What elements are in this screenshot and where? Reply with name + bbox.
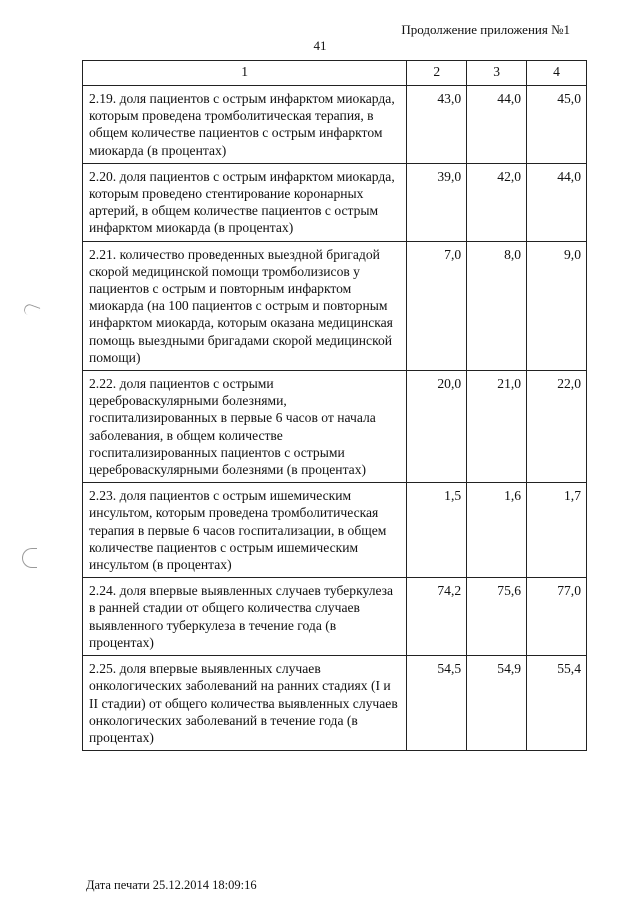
column-header: 3: [467, 61, 527, 86]
value-cell: 1,6: [467, 483, 527, 578]
value-cell: 39,0: [407, 163, 467, 241]
value-cell: 44,0: [527, 163, 587, 241]
value-cell: 44,0: [467, 86, 527, 164]
value-cell: 9,0: [527, 241, 587, 370]
value-cell: 8,0: [467, 241, 527, 370]
value-cell: 54,9: [467, 656, 527, 751]
column-header: 2: [407, 61, 467, 86]
indicator-description: 2.25. доля впервые выявленных случаев онкологических заболеваний на ранних стадиях (I и II стадии) от общего количества выявленных случаев онкологических заболеваний в течение года (в процентах): [83, 656, 407, 751]
value-cell: 43,0: [407, 86, 467, 164]
value-cell: 22,0: [527, 371, 587, 483]
value-cell: 7,0: [407, 241, 467, 370]
table-row: [83, 483, 587, 578]
value-cell: 74,2: [407, 578, 467, 656]
indicators-table: [82, 60, 587, 751]
print-date: Дата печати 25.12.2014 18:09:16: [86, 878, 257, 892]
table-row: [83, 371, 587, 483]
indicator-description: 2.22. доля пациентов с острыми цереброваскулярными болезнями, госпитализированных в первые 6 часов от начала заболевания, в общем количестве госпитализированных пациентов с острыми цереброваскулярными болезнями (в процентах): [83, 371, 407, 483]
value-cell: 42,0: [467, 163, 527, 241]
value-cell: 55,4: [527, 656, 587, 751]
table-row: [83, 241, 587, 370]
value-cell: 1,7: [527, 483, 587, 578]
value-cell: 20,0: [407, 371, 467, 483]
continuation-note: Продолжение приложения №1: [401, 22, 570, 37]
table-row: [83, 163, 587, 241]
indicator-description: 2.20. доля пациентов с острым инфарктом миокарда, которым проведено стентирование коронарных артерий, в общем количестве пациентов с острым инфарктом миокарда (в процентах): [83, 163, 407, 241]
indicator-description: 2.23. доля пациентов с острым ишемическим инсультом, которым проведена тромболитическая терапия в первые 6 часов госпитализации, в общем количестве пациентов с острым ишемическим инсультом (в процентах): [83, 483, 407, 578]
value-cell: 1,5: [407, 483, 467, 578]
value-cell: 75,6: [467, 578, 527, 656]
table-row: [83, 578, 587, 656]
margin-binding-mark: [23, 303, 41, 318]
indicator-description: 2.24. доля впервые выявленных случаев туберкулеза в ранней стадии от общего количества случаев выявленного туберкулеза в течение года (в процентах): [83, 578, 407, 656]
table-header-row: [83, 61, 587, 86]
indicator-description: 2.19. доля пациентов с острым инфарктом миокарда, которым проведена тромболитическая терапия, в общем количестве пациентов с острым инфарктом миокарда (в процентах): [83, 86, 407, 164]
table-row: [83, 86, 587, 164]
page-number: 41: [313, 38, 327, 53]
column-header: 4: [527, 61, 587, 86]
table-row: [83, 656, 587, 751]
column-header: 1: [83, 61, 407, 86]
value-cell: 77,0: [527, 578, 587, 656]
indicator-description: 2.21. количество проведенных выездной бригадой скорой медицинской помощи тромболизисов у пациентов с острым и повторным инфарктом миокарда (на 100 пациентов с острым и повторным инфарктом миокарда, которым оказана медицинская помощь выездными бригадами скорой медицинской помощи): [83, 241, 407, 370]
value-cell: 45,0: [527, 86, 587, 164]
value-cell: 54,5: [407, 656, 467, 751]
value-cell: 21,0: [467, 371, 527, 483]
margin-binding-mark: [22, 548, 37, 568]
